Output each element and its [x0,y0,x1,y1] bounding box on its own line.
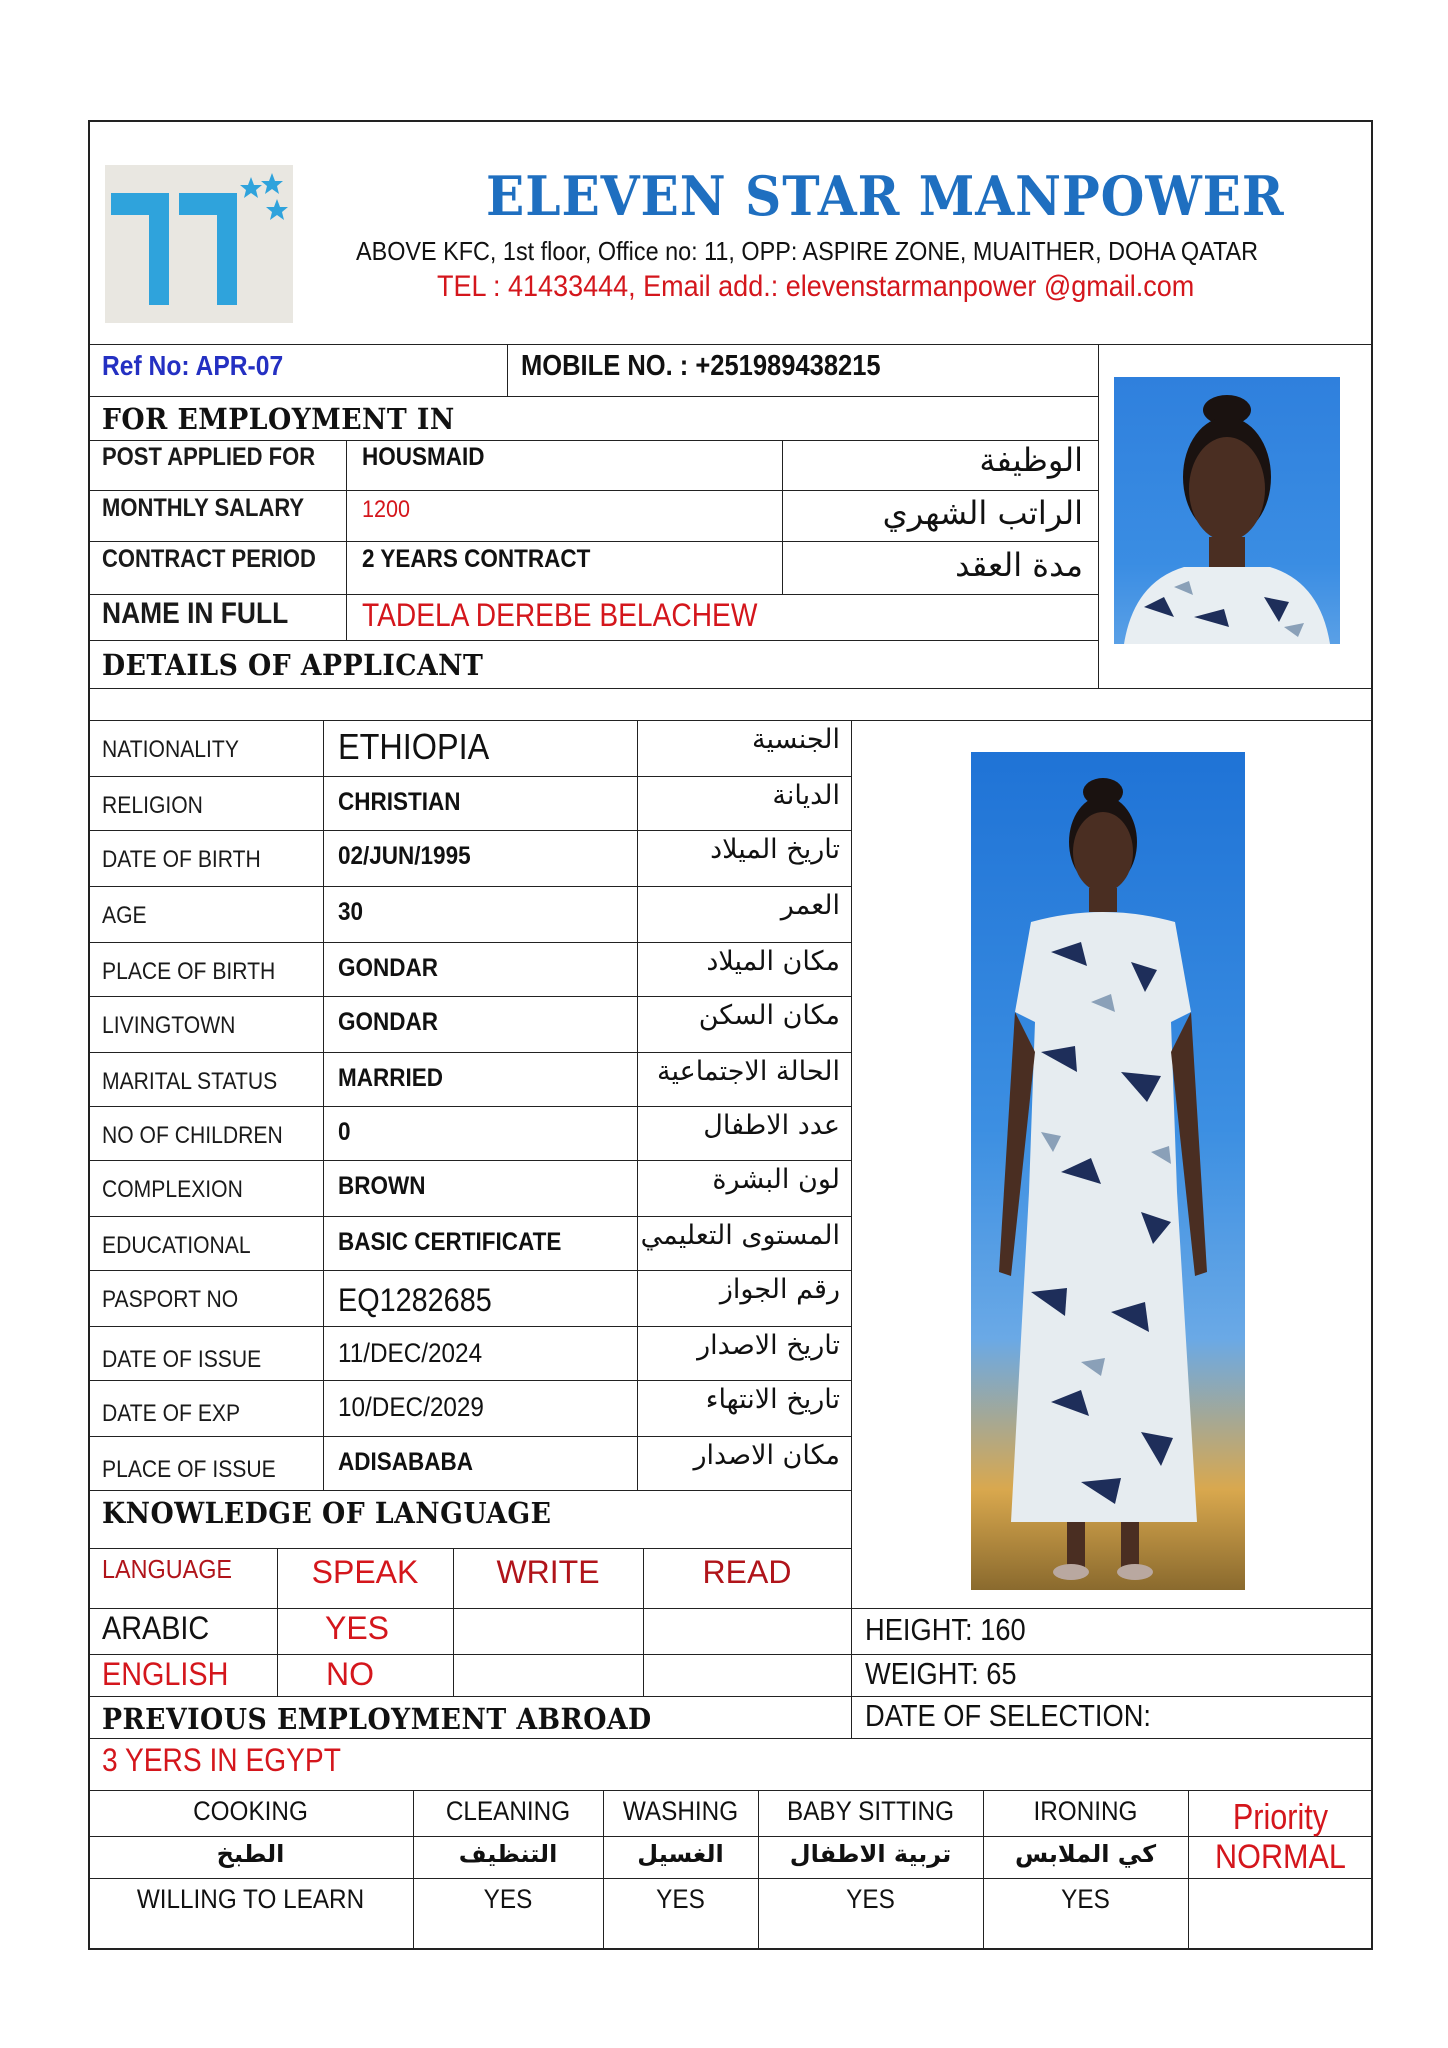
detail-arabic: لون البشرة [712,1164,840,1195]
date-of-selection-label: DATE OF SELECTION: [865,1698,1151,1733]
language-header-read: READ [702,1554,792,1590]
detail-label: DATE OF EXP [102,1400,241,1427]
detail-arabic: الجنسية [751,724,840,755]
skill-value: YES [846,1884,895,1914]
language-arabic-speak: YES [324,1610,390,1646]
skill-header-arabic: تربية الاطفال [789,1840,952,1868]
detail-label: EDUCATIONAL [102,1232,251,1259]
detail-arabic: الديانة [772,780,840,811]
detail-label: PASPORT NO [102,1286,239,1313]
language-arabic-name: ARABIC [102,1610,210,1646]
detail-value: 10/DEC/2029 [338,1392,484,1422]
skill-value: YES [483,1884,533,1914]
previous-employment-title: PREVIOUS EMPLOYMENT ABROAD [102,1702,652,1736]
detail-value: BROWN [338,1172,426,1200]
detail-value: 30 [338,898,364,926]
detail-value: 11/DEC/2024 [338,1338,483,1368]
language-header-speak: SPEAK [311,1554,419,1590]
contract-value: 2 YEARS CONTRACT [362,545,591,573]
contract-arabic: مدة العقد [955,546,1083,584]
detail-label: RELIGION [102,792,203,819]
skill-header: CLEANING [445,1796,571,1826]
skill-header-arabic: التنظيف [458,1840,558,1868]
height-value: HEIGHT: 160 [865,1612,1026,1647]
salary-arabic: الراتب الشهري [882,494,1083,532]
detail-label: NO OF CHILDREN [102,1122,283,1149]
company-name: ELEVEN STAR MANPOWER [486,164,1285,228]
detail-label: DATE OF BIRTH [102,846,261,873]
language-english-speak: NO [326,1656,374,1692]
language-section-title: KNOWLEDGE OF LANGUAGE [102,1496,552,1530]
salary-value: 1200 [362,496,411,523]
detail-value: EQ1282685 [338,1282,492,1318]
post-arabic: الوظيفة [979,441,1083,479]
post-label: POST APPLIED FOR [102,443,316,471]
portrait-figure-icon [1114,377,1340,644]
priority-label: Priority [1232,1796,1329,1837]
skill-header-arabic: الغسيل [637,1840,724,1868]
detail-arabic: رقم الجواز [719,1274,840,1305]
name-label: NAME IN FULL [102,597,289,630]
company-logo [105,165,293,323]
detail-arabic: تاريخ الانتهاء [705,1384,840,1415]
skill-header: BABY SITTING [786,1796,954,1826]
detail-value: BASIC CERTIFICATE [338,1228,562,1256]
skill-value: YES [1061,1884,1110,1914]
skill-header: IRONING [1033,1796,1138,1826]
detail-arabic: مكان الاصدار [693,1440,840,1471]
detail-label: LIVINGTOWN [102,1012,236,1039]
skill-header: COOKING [193,1796,308,1826]
detail-arabic: مكان السكن [698,1000,840,1031]
language-english-name: ENGLISH [102,1656,229,1692]
applicant-portrait-photo [1114,377,1340,644]
detail-label: PLACE OF ISSUE [102,1456,276,1483]
post-value: HOUSMAID [362,443,485,471]
details-section-title: DETAILS OF APPLICANT [102,648,484,682]
detail-value: GONDAR [338,954,438,982]
company-address: ABOVE KFC, 1st floor, Office no: 11, OPP: ASPIRE ZONE, MUAITHER, DOHA QATAR [356,236,1259,266]
detail-value: MARRIED [338,1064,444,1092]
detail-label: DATE OF ISSUE [102,1346,262,1373]
contract-label: CONTRACT PERIOD [102,545,316,573]
detail-arabic: تاريخ الميلاد [710,834,840,865]
skill-header: WASHING [622,1796,739,1826]
detail-arabic: الحالة الاجتماعية [657,1056,840,1087]
detail-label: COMPLEXION [102,1176,243,1203]
detail-label: AGE [102,902,147,929]
detail-arabic: المستوى التعليمي [640,1220,840,1251]
detail-arabic: تاريخ الاصدار [697,1330,840,1361]
name-value: TADELA DEREBE BELACHEW [362,597,758,633]
logo-eleven-icon [105,165,293,323]
detail-value: ETHIOPIA [338,726,490,767]
company-contact: TEL : 41433444, Email add.: elevenstarmanpower @gmail.com [437,270,1195,303]
skill-header-arabic: الطبخ [216,1840,285,1868]
skill-value: WILLING TO LEARN [136,1884,365,1914]
mobile-number: MOBILE NO. : +251989438215 [521,350,881,382]
language-header-write: WRITE [496,1554,600,1590]
applicant-full-body-photo [971,752,1245,1590]
priority-value: NORMAL [1215,1838,1346,1876]
salary-label: MONTHLY SALARY [102,494,305,522]
detail-value: CHRISTIAN [338,788,461,816]
detail-value: ADISABABA [338,1448,473,1476]
weight-value: WEIGHT: 65 [865,1656,1017,1691]
detail-arabic: عدد الاطفال [703,1110,840,1141]
language-header-language: LANGUAGE [102,1554,233,1584]
detail-arabic: العمر [780,890,840,921]
detail-label: MARITAL STATUS [102,1068,278,1095]
skill-value: YES [656,1884,705,1914]
detail-label: NATIONALITY [102,736,239,763]
previous-employment-value: 3 YERS IN EGYPT [102,1742,341,1778]
detail-label: PLACE OF BIRTH [102,958,276,985]
detail-arabic: مكان الميلاد [706,946,840,977]
ref-number: Ref No: APR-07 [102,350,284,381]
employment-section-title: FOR EMPLOYMENT IN [102,402,455,436]
skill-header-arabic: كي الملابس [1014,1840,1157,1868]
detail-value: GONDAR [338,1008,438,1036]
full-body-figure-icon [971,752,1245,1590]
detail-value: 0 [338,1118,351,1146]
detail-value: 02/JUN/1995 [338,842,471,870]
